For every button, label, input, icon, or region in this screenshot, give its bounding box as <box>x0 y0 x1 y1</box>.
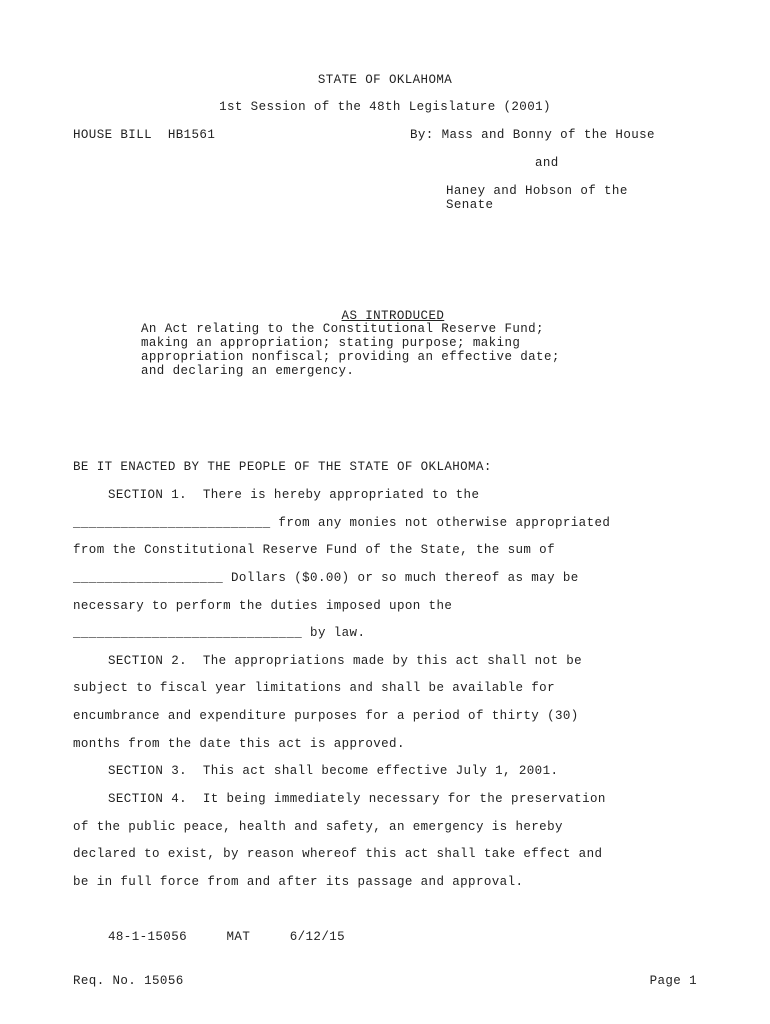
sponsors-senate: Haney and Hobson of the <box>446 184 628 198</box>
body-line: ___________________ Dollars ($0.00) or so much thereof as may be <box>73 571 579 585</box>
page-number: Page 1 <box>649 974 697 988</box>
body-line: months from the date this act is approved. <box>73 737 405 751</box>
body-line: necessary to perform the duties imposed upon the <box>73 599 453 613</box>
enacting-clause: BE IT ENACTED BY THE PEOPLE OF THE STATE OF OKLAHOMA: <box>73 460 492 474</box>
sponsors-senate-cont: Senate <box>446 198 494 212</box>
state-heading: STATE OF OKLAHOMA <box>317 73 453 87</box>
body-line: _________________________ from any monies not otherwise appropriated <box>73 516 611 530</box>
title-line: appropriation nonfiscal; providing an effective date; <box>141 350 560 364</box>
body-line: declared to exist, by reason whereof this act shall take effect and <box>73 847 603 861</box>
sponsors-and: and <box>535 156 559 170</box>
body-line: be in full force from and after its passage and approval. <box>73 875 524 889</box>
sponsors-house: By: Mass and Bonny of the House <box>410 128 655 142</box>
body-line: of the public peace, health and safety, an emergency is hereby <box>73 820 563 834</box>
body-line: from the Constitutional Reserve Fund of the State, the sum of <box>73 543 555 557</box>
body-line: SECTION 4. It being immediately necessary for the preservation <box>108 792 606 806</box>
body-line: encumbrance and expenditure purposes for a period of thirty (30) <box>73 709 579 723</box>
body-line: subject to fiscal year limitations and shall be available for <box>73 681 555 695</box>
body-line: SECTION 2. The appropriations made by this act shall not be <box>108 654 583 668</box>
body-line: SECTION 3. This act shall become effective July 1, 2001. <box>108 764 559 778</box>
request-number: Req. No. 15056 <box>73 974 184 988</box>
body-line: _____________________________ by law. <box>73 626 366 640</box>
bill-status <box>0 295 770 323</box>
body-line: SECTION 1. There is hereby appropriated to the <box>108 488 480 502</box>
bill-status-text: AS INTRODUCED <box>341 309 445 323</box>
title-line: and declaring an emergency. <box>141 364 355 378</box>
session-heading: 1st Session of the 48th Legislature (2001) <box>219 100 551 114</box>
document-code: 48-1-15056 MAT 6/12/15 <box>108 930 346 944</box>
title-line: making an appropriation; stating purpose; making <box>141 336 521 350</box>
title-line: An Act relating to the Constitutional Reserve Fund; <box>141 322 544 336</box>
bill-number: HOUSE BILL HB1561 <box>73 128 216 142</box>
